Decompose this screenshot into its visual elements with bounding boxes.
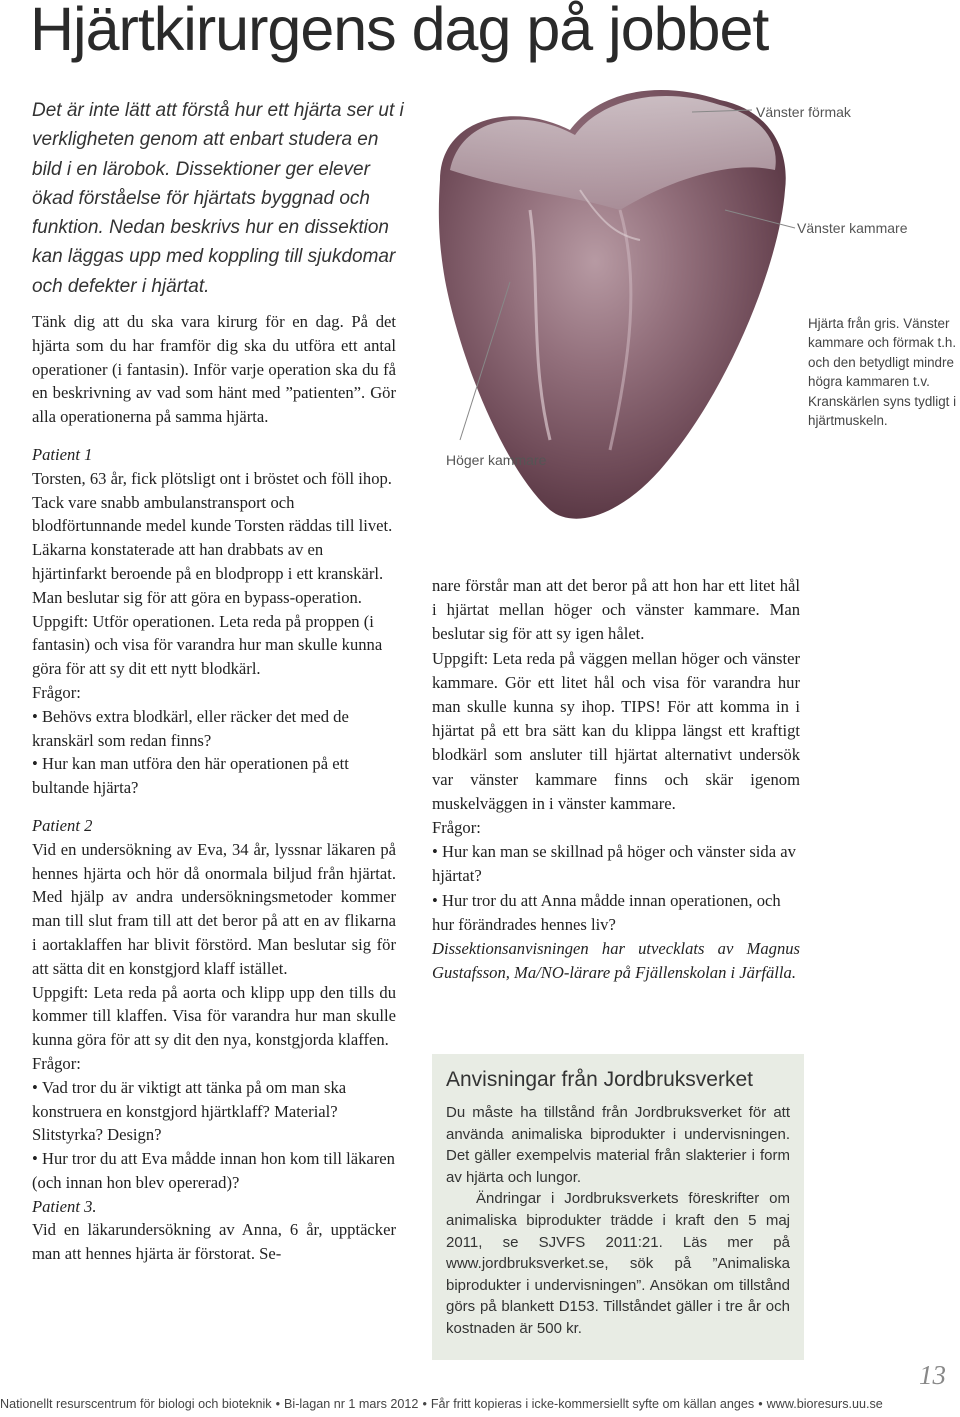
info-box-paragraph-1: Du måste ha tillstånd från Jordbruksverket för att använda animaliska biprodukter i undervisningen. Det gäller exempelvis material från slakterier i form av hjärta och lungor. bbox=[446, 1104, 790, 1186]
patient3-question-1: • Hur kan man se skillnad på höger och vänster sida av hjärtat? bbox=[432, 840, 800, 888]
label-right-ventricle: Höger kammare bbox=[446, 452, 547, 468]
patient3-continuation: nare förstår man att det beror på att hon har ett litet hål i hjärtat mellan höger och vänster kammare. Man beslutar sig för att sy igen hålet. bbox=[432, 576, 800, 644]
patient2-question-2: • Hur tror du att Eva mådde innan hon kom till läkaren (och innan hon blev opererad)? bbox=[32, 1147, 396, 1195]
info-box-title: Anvisningar från Jordbruksverket bbox=[446, 1068, 753, 1091]
patient3-questions-label: Frågor: bbox=[432, 818, 481, 838]
page-title: Hjärtkirurgens dag på jobbet bbox=[30, 0, 769, 63]
patient1-question-2: • Hur kan man utföra den här operationen på ett bultande hjärta? bbox=[32, 752, 396, 800]
patient2-heading: Patient 2 bbox=[32, 815, 93, 835]
patient1-task: Uppgift: Utför operationen. Leta reda på proppen (i fantasin) och visa för varandra hur man skulle kunna göra för att sy dit ett nytt blodkärl. bbox=[32, 611, 383, 679]
info-box-paragraph-2: Ändringar i Jordbruksverkets föreskrifter om animaliska biprodukter trädde i kraft den 5 maj 2011, se SJVFS 2011:21. Läs mer på www.jordbruksverket.se, sök på ”Animaliska biprodukter i undervisningen”. Ansökan om tillstånd görs på blankett D153. Tillståndet gäller i tre år och kostnaden är 500 kr. bbox=[446, 1190, 790, 1337]
footer-copy-notice: Får fritt kopieras i icke-kommersiellt syfte om källan anges bbox=[430, 1397, 755, 1411]
figure-caption: Hjärta från gris. Vänster kammare och förmak t.h. och den betydligt mindre högra kammaren t.v. Kranskärlen syns tydligt i hjärtmuskeln. bbox=[808, 316, 957, 429]
label-left-ventricle: Vänster kammare bbox=[797, 220, 908, 236]
intro-paragraph: Tänk dig att du ska vara kirurg för en dag. På det hjärta som du har framför dig ska du utföra ett antal operationer (i fantasin). Inför varje operation ska du få en beskrivning av vad som hänt med ”patienten”. Gör alla operationerna på samma hjärta. bbox=[32, 312, 396, 427]
intro-text: Det är inte lätt att förstå hur ett hjärta ser ut i verkligheten genom att enbart studera en bild i en lärobok. Dissektioner ger elever ökad förståelse för hjärtats byggnad och funktion. Nedan beskrivs hur en dissektion kan läggas upp med koppling till sjukdomar och defekter i hjärtat. bbox=[32, 100, 404, 297]
page-number: 13 bbox=[919, 1360, 946, 1390]
footer-org: Nationellt resurscentrum för biologi och bioteknik bbox=[0, 1397, 272, 1411]
patient1-heading: Patient 1 bbox=[32, 444, 93, 464]
right-column bbox=[432, 574, 800, 985]
patient3-task: Uppgift: Leta reda på väggen mellan höger och vänster kammare. Gör ett litet hål och visa för varandra hur man skulle kunna sy ihop. TIPS! För att komma in i hjärtat på ett bra sätt kan du klippa längst ett kraftigt blodkärl som ansluter till hjärtat alternativt undersök var vänster kammare finns och skär igenom muskelväggen in i vänster kammare. bbox=[432, 648, 800, 813]
info-box bbox=[432, 1054, 804, 1360]
patient3-text: Vid en läkarundersökning av Anna, 6 år, upptäcker man att hennes hjärta är förstorat. Se- bbox=[32, 1220, 396, 1264]
patient3-question-2: • Hur tror du att Anna mådde innan operationen, och hur förändrades hennes liv? bbox=[432, 889, 800, 937]
patient1-question-1: • Behövs extra blodkärl, eller räcker det med de kranskärl som redan finns? bbox=[32, 705, 396, 753]
patient2-question-1: • Vad tror du är viktigt att tänka på om man ska konstruera en konstgjord hjärtklaff? Material? Slitstyrka? Design? bbox=[32, 1076, 396, 1147]
page-footer: Nationellt resurscentrum för biologi och bioteknik • Bi-lagan nr 1 mars 2012 • Får fritt kopieras i icke-kommersiellt syfte om källan anges • www.bioresurs.uu.se bbox=[0, 1397, 883, 1411]
label-left-atrium: Vänster förmak bbox=[756, 104, 851, 120]
author-credit: Dissektionsanvisningen har utvecklats av Magnus Gustafsson, Ma/NO-lärare på Fjällenskolan i Järfälla. bbox=[432, 939, 800, 983]
patient2-questions-label: Frågor: bbox=[32, 1053, 81, 1073]
footer-url[interactable]: www.bioresurs.uu.se bbox=[766, 1397, 883, 1411]
left-column bbox=[32, 310, 396, 1266]
patient2-task: Uppgift: Leta reda på aorta och klipp upp den tills du kommer till klaffen. Visa för varandra hur man skulle kunna göra för att sy dit den nya, konstgjorda klaffen. bbox=[32, 982, 396, 1050]
patient1-text: Torsten, 63 år, fick plötsligt ont i bröstet och föll ihop. Tack vare snabb ambulanstransport och blodförtunnande medel kunde Torsten räddas till livet. Läkarna konstaterade att han drabbats av en hjärtinfarkt beroende på en blodpropp i ett kranskärl. Man beslutar sig för att göra en bypass-operation. bbox=[32, 468, 393, 607]
patient1-questions-label: Frågor: bbox=[32, 682, 81, 702]
patient2-text: Vid en undersökning av Eva, 34 år, lyssnar läkaren på hennes hjärta och hör då onormala biljud från hjärtat. Med hjälp av andra undersökningsmetoder kommer man till slut fram till att det beror på att en av flikarna i aortaklaffen har blivit förstörd. Man beslutar sig för att sätta dit en konstgjord klaff istället. bbox=[32, 839, 396, 978]
patient3-heading: Patient 3. bbox=[32, 1196, 97, 1216]
footer-issue: Bi-lagan nr 1 mars 2012 bbox=[284, 1397, 419, 1411]
